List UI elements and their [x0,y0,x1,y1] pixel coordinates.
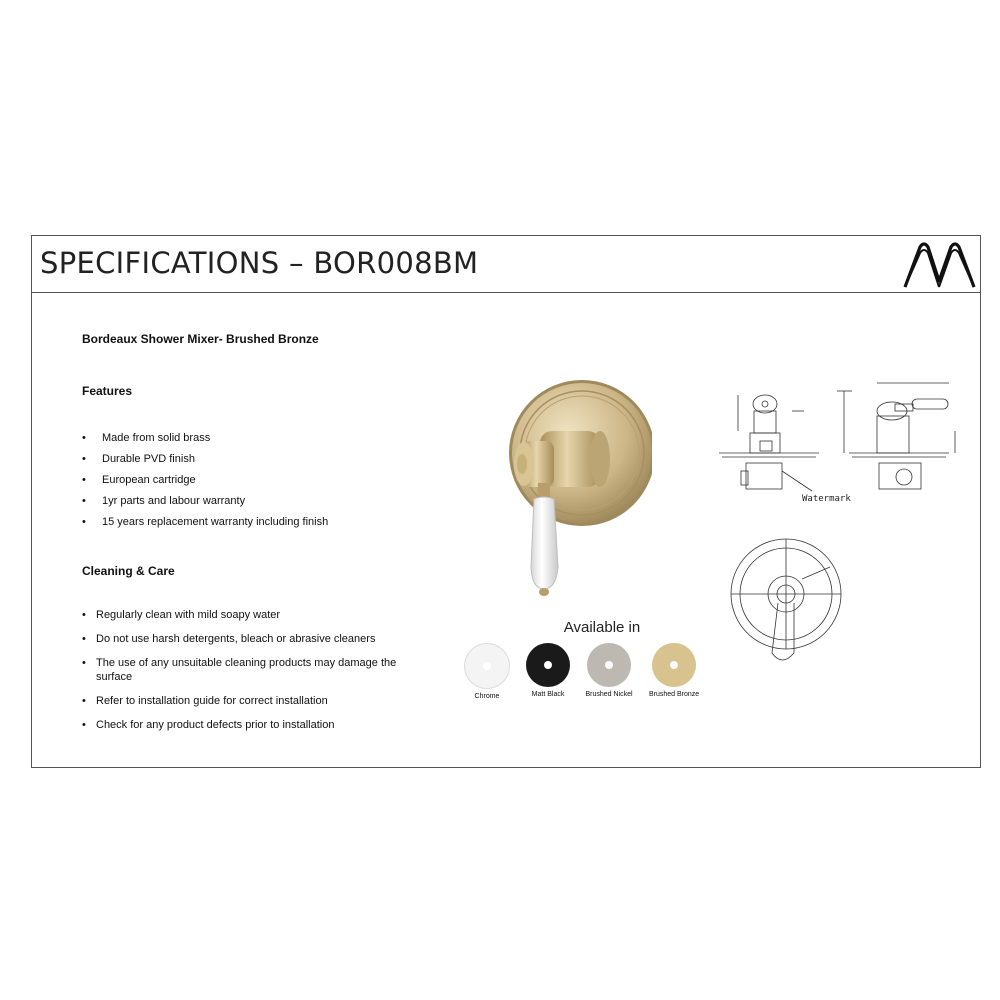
care-list [82,608,427,742]
list-item: • The use of any unsuitable cleaning products may damage the surface [82,656,427,684]
list-item: • Refer to installation guide for correct installation [82,694,427,708]
list-item: • Made from solid brass [82,428,328,449]
features-heading: Features [82,384,133,398]
swatch-disc [587,643,631,687]
features-list [82,428,328,533]
list-item: • Regularly clean with mild soapy water [82,608,427,622]
list-item: • Durable PVD finish [82,449,328,470]
swatch-disc [526,643,570,687]
swatch-label: Matt Black [531,691,565,698]
list-item: • 1yr parts and labour warranty [82,491,328,512]
watermark-label: Watermark [802,494,851,504]
text-column [82,332,442,731]
swatch-label: Brushed Nickel [585,691,633,698]
swatch-disc [464,643,510,689]
finish-swatch-brushed-nickel [584,643,634,698]
care-heading: Cleaning & Care [82,564,175,578]
finish-swatch-brushed-bronze [649,643,699,698]
list-item: • Check for any product defects prior to installation [82,718,427,732]
header-bar [32,236,980,293]
page-title: SPECIFICATIONS – BOR008BM [40,246,479,280]
list-item: • European cartridge [82,470,328,491]
swatch-disc [652,643,696,687]
list-item: • 15 years replacement warranty including finish [82,512,328,533]
spec-sheet [31,235,981,768]
product-image [482,371,652,611]
swatch-label: Brushed Bronze [649,691,700,698]
list-item: • Do not use harsh detergents, bleach or abrasive cleaners [82,632,427,646]
swatch-label: Chrome [474,693,500,700]
finish-swatch-chrome [462,643,512,700]
product-name: Bordeaux Shower Mixer- Brushed Bronze [82,332,319,346]
finish-swatch-matt-black [523,643,573,698]
available-heading: Available in [563,619,641,636]
brand-logo-icon [902,241,978,289]
technical-drawing [712,371,972,671]
